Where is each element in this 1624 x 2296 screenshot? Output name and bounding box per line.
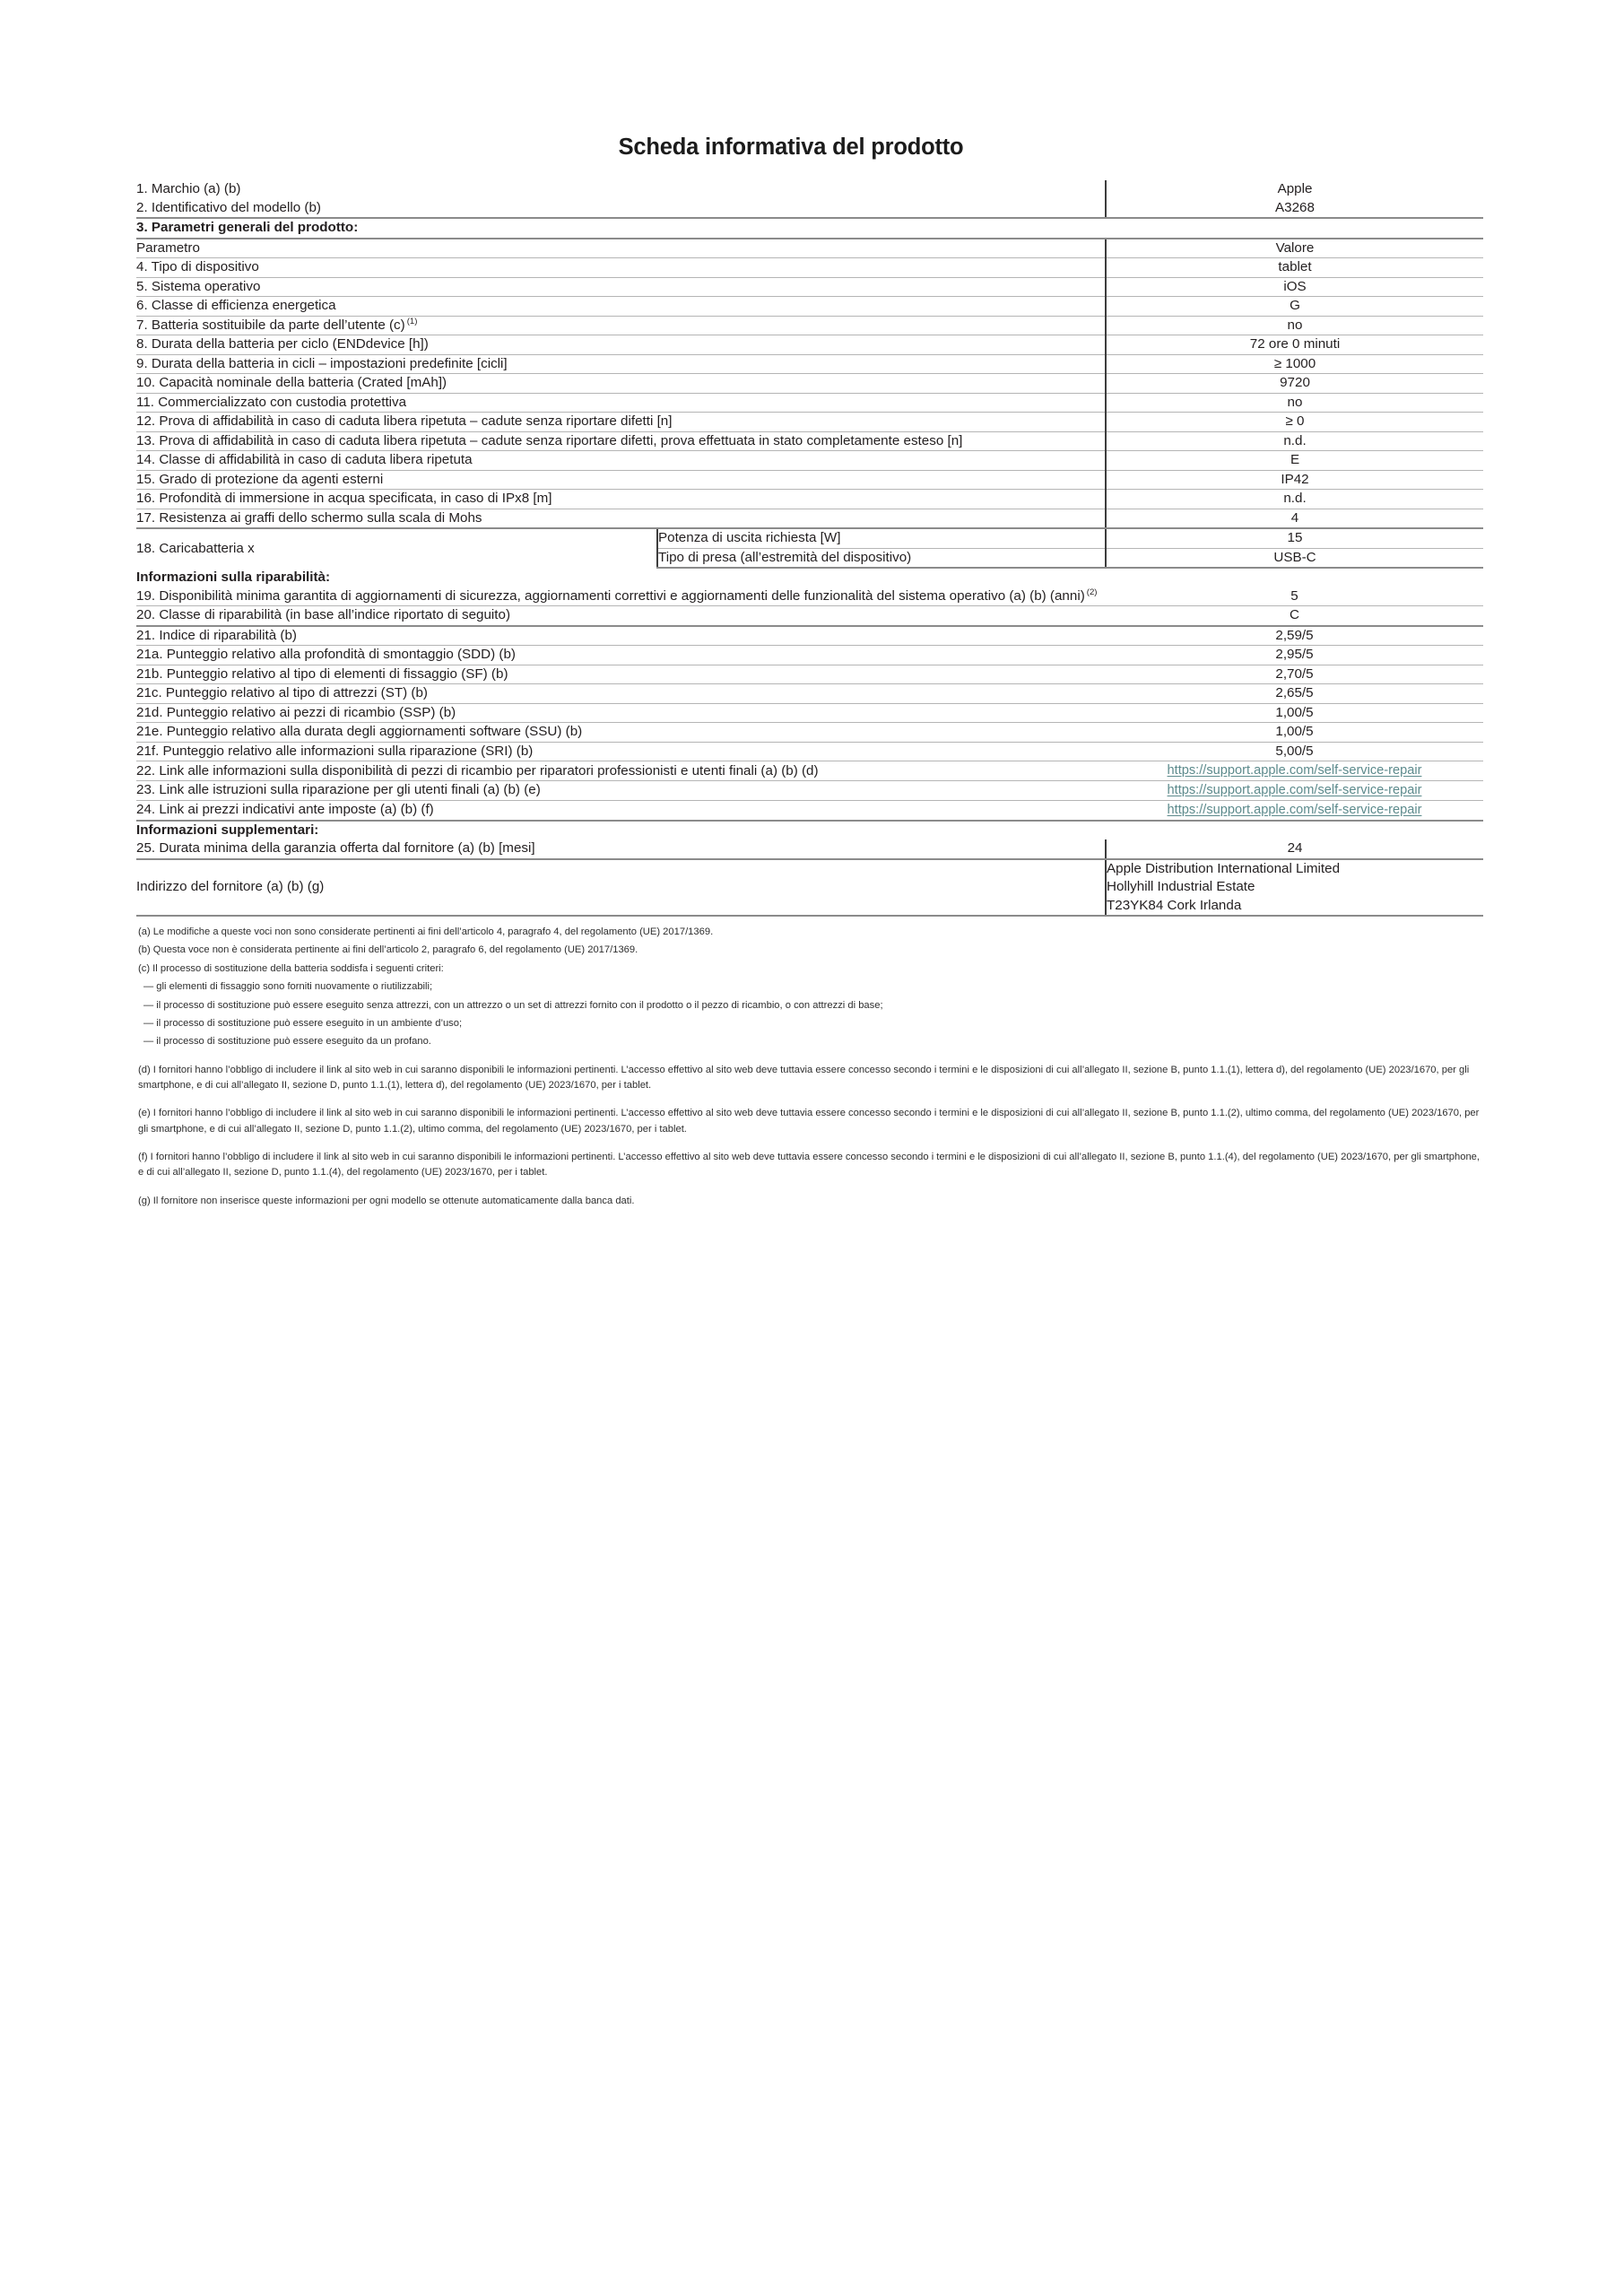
row-value: A3268	[1106, 199, 1483, 219]
supplier-address-label: Indirizzo del fornitore (a) (b) (g)	[136, 859, 1106, 917]
table-row	[136, 297, 1483, 317]
row-label: 15. Grado di protezione da agenti esterni	[136, 470, 1106, 490]
footnotes-block	[136, 925, 1483, 1209]
row-value: n.d.	[1106, 431, 1483, 451]
row-label: 21. Indice di riparabilità (b)	[136, 626, 1106, 646]
row-value: iOS	[1106, 277, 1483, 297]
section-header-row	[136, 219, 1483, 239]
row-value: 1,00/5	[1106, 703, 1483, 723]
row-label: 10. Capacità nominale della batteria (Crated [mAh])	[136, 374, 1106, 394]
footnote-c-item-1: — gli elementi di fissaggio sono forniti nuovamente o riutilizzabili;	[143, 981, 433, 993]
row-value: ≥ 1000	[1106, 354, 1483, 374]
column-header-parameter: Parametro	[136, 239, 1106, 258]
footnote-a: (a) Le modifiche a queste voci non sono considerate pertinenti ai fini dell’articolo 4, paragrafo 4, del regolamento (UE) 2017/1369.	[138, 926, 714, 938]
row-label: 4. Tipo di dispositivo	[136, 258, 1106, 278]
row-label-text: 19. Disponibilità minima garantita di aggiornamenti di sicurezza, aggiornamenti correttivi e aggiornamenti delle funzionalità del sistema operativo (a) (b) (anni)	[136, 587, 1085, 604]
row-label: 9. Durata della batteria in cicli – impostazioni predefinite [cicli]	[136, 354, 1106, 374]
footnote-g: (g) Il fornitore non inserisce queste informazioni per ogni modello se ottenute automaticamente dalla banca dati.	[138, 1195, 635, 1206]
row-label: 24. Link ai prezzi indicativi ante imposte (a) (b) (f)	[136, 800, 1106, 820]
table-row	[136, 258, 1483, 278]
repair-instructions-link[interactable]: https://support.apple.com/self-service-repair	[1167, 783, 1422, 798]
row-value: 5,00/5	[1106, 742, 1483, 761]
table-row	[136, 180, 1483, 199]
row-label: 11. Commercializzato con custodia protettiva	[136, 393, 1106, 413]
identification-table	[136, 180, 1483, 219]
row-label: 12. Prova di affidabilità in caso di caduta libera ripetuta – cadute senza riportare difetti [n]	[136, 413, 1106, 432]
row-label: 21a. Punteggio relativo alla profondità di smontaggio (SDD) (b)	[136, 646, 1106, 665]
supplier-address-line-3: T23YK84 Cork Irlanda	[1107, 897, 1242, 913]
supplier-address-line-2: Hollyhill Industrial Estate	[1107, 879, 1255, 895]
row-label: 1. Marchio (a) (b)	[136, 181, 241, 196]
row-value: 5	[1106, 587, 1483, 606]
row-label: 13. Prova di affidabilità in caso di caduta libera ripetuta – cadute senza riportare difetti, prova effettuata in stato completamente esteso [n]	[136, 431, 1106, 451]
row-value	[1106, 781, 1483, 801]
table-row	[136, 431, 1483, 451]
row-value: ≥ 0	[1106, 413, 1483, 432]
row-label: 21f. Punteggio relativo alle informazioni sulla riparazione (SRI) (b)	[136, 742, 1106, 761]
page-title: Scheda informativa del prodotto	[618, 135, 964, 160]
row-label: 21d. Punteggio relativo ai pezzi di ricambio (SSP) (b)	[136, 703, 1106, 723]
footnote-f: (f) I fornitori hanno l’obbligo di includere il link al sito web in cui saranno disponibili le informazioni pertinenti. L’accesso effettivo al sito web deve tuttavia essere concesso secondo i termini e le disposizioni di cui all’allegato II, sezione B, punto 1.1.(4), del regolamento (UE) 2023/1670, per gli smartphone, e di cui all’allegato II, sezione D, punto 1.1.(4), del regolamento (UE) 2023/1670, per i tablet.	[138, 1152, 1481, 1178]
footnote-c-item-2: — il processo di sostituzione può essere eseguito senza attrezzi, con un attrezzo o un set di attrezzi fornito con il prodotto o il pezzo di ricambio, o con attrezzi di base;	[143, 999, 883, 1011]
row-value: n.d.	[1106, 490, 1483, 509]
row-label: 6. Classe di efficienza energetica	[136, 297, 1106, 317]
table-header-row	[136, 239, 1483, 258]
row-label: 5. Sistema operativo	[136, 277, 1106, 297]
table-row	[136, 839, 1483, 859]
supplier-address-line-1: Apple Distribution International Limited	[1107, 860, 1341, 876]
row-label: 8. Durata della batteria per ciclo (ENDdevice [h])	[136, 335, 1106, 355]
supplier-address-value	[1106, 859, 1483, 917]
table-row	[136, 626, 1483, 646]
table-row	[136, 606, 1483, 626]
table-row	[136, 761, 1483, 781]
row-value: C	[1106, 606, 1483, 626]
row-label: 23. Link alle istruzioni sulla riparazione per gli utenti finali (a) (b) (e)	[136, 781, 1106, 801]
footnote-c-item-3: — il processo di sostituzione può essere eseguito in un ambiente d’uso;	[143, 1017, 463, 1029]
section-header-row	[136, 822, 1483, 840]
section-header-row	[136, 569, 1483, 587]
row-value: 1,00/5	[1106, 723, 1483, 743]
indicative-prices-link[interactable]: https://support.apple.com/self-service-repair	[1167, 802, 1422, 817]
footnote-e: (e) I fornitori hanno l’obbligo di includere il link al sito web in cui saranno disponibili le informazioni pertinenti. L’accesso effettivo al sito web deve tuttavia essere concesso secondo i termini e le disposizioni di cui all’allegato II, sezione B, punto 1.1.(2), ultimo comma, del regolamento (UE) 2023/1670, per gli smartphone, e di cui all’allegato II, sezione D, punto 1.1.(2), ultimo comma, del regolamento (UE) 2023/1670, per i tablet.	[138, 1108, 1480, 1135]
general-parameters-table	[136, 219, 1483, 569]
row-value: 9720	[1106, 374, 1483, 394]
table-row	[136, 587, 1483, 606]
table-row	[136, 277, 1483, 297]
row-value: 2,95/5	[1106, 646, 1483, 665]
table-row	[136, 490, 1483, 509]
row-value: tablet	[1106, 258, 1483, 278]
section-heading-supplementary: Informazioni supplementari:	[136, 822, 319, 838]
spare-parts-link[interactable]: https://support.apple.com/self-service-repair	[1167, 763, 1422, 778]
row-label: 16. Profondità di immersione in acqua specificata, in caso di IPx8 [m]	[136, 490, 1106, 509]
table-row	[136, 393, 1483, 413]
charger-sub-label: Tipo di presa (all’estremità del dispositivo)	[657, 548, 1106, 568]
table-row	[136, 800, 1483, 820]
footnote-c: (c) Il processo di sostituzione della batteria soddisfa i seguenti criteri:	[138, 962, 444, 974]
row-label	[136, 316, 1106, 335]
row-value: 2,59/5	[1106, 626, 1483, 646]
row-value: 72 ore 0 minuti	[1106, 335, 1483, 355]
table-row	[136, 335, 1483, 355]
repairability-table	[136, 569, 1483, 821]
table-row	[136, 470, 1483, 490]
footnote-c-item-4: — il processo di sostituzione può essere eseguito da un profano.	[143, 1036, 431, 1048]
row-value: no	[1106, 316, 1483, 335]
table-row	[136, 684, 1483, 704]
table-row	[136, 354, 1483, 374]
footnote-marker: (2)	[1086, 587, 1098, 597]
row-value: G	[1106, 297, 1483, 317]
row-label: 21e. Punteggio relativo alla durata degli aggiornamenti software (SSU) (b)	[136, 723, 1106, 743]
charger-row-power	[136, 528, 1483, 548]
charger-sub-label: Potenza di uscita richiesta [W]	[657, 528, 1106, 548]
row-value: IP42	[1106, 470, 1483, 490]
section-heading-general: 3. Parametri generali del prodotto:	[136, 219, 1483, 239]
row-value: 4	[1106, 509, 1483, 528]
table-row	[136, 509, 1483, 528]
table-row	[136, 199, 1483, 219]
charger-value: USB-C	[1106, 548, 1483, 568]
row-value: 24	[1106, 839, 1483, 859]
table-row	[136, 742, 1483, 761]
table-row	[136, 646, 1483, 665]
table-row	[136, 413, 1483, 432]
row-value	[1106, 800, 1483, 820]
table-row	[136, 703, 1483, 723]
row-value: no	[1106, 393, 1483, 413]
table-row	[136, 781, 1483, 801]
footnote-d: (d) I fornitori hanno l’obbligo di includere il link al sito web in cui saranno disponibili le informazioni pertinenti. L’accesso effettivo al sito web deve tuttavia essere concesso secondo i termini e le disposizioni di cui all’allegato II, sezione B, punto 1.1.(1), lettera d), del regolamento (UE) 2023/1670, per gli smartphone, e di cui all’allegato II, sezione D, punto 1.1.(1), lettera d), del regolamento (UE) 2023/1670, per i tablet.	[138, 1064, 1470, 1091]
row-label: 17. Resistenza ai graffi dello schermo sulla scala di Mohs	[136, 509, 1106, 528]
section-heading-repairability: Informazioni sulla riparabilità:	[136, 570, 331, 586]
supplementary-table	[136, 822, 1483, 918]
row-value: 2,65/5	[1106, 684, 1483, 704]
table-row	[136, 723, 1483, 743]
row-label-text: 7. Batteria sostituibile da parte dell’utente (c)	[136, 317, 405, 333]
row-value: E	[1106, 451, 1483, 471]
row-label: 20. Classe di riparabilità (in base all’indice riportato di seguito)	[136, 606, 1106, 626]
sheet-container	[136, 135, 1483, 1212]
table-row	[136, 665, 1483, 684]
table-row	[136, 316, 1483, 335]
row-value: 2,70/5	[1106, 665, 1483, 684]
table-row	[136, 451, 1483, 471]
row-label: 21c. Punteggio relativo al tipo di attrezzi (ST) (b)	[136, 684, 1106, 704]
row-value	[1106, 761, 1483, 781]
charger-label: 18. Caricabatteria x	[136, 540, 255, 556]
column-header-value: Valore	[1106, 239, 1483, 258]
row-value: Apple	[1106, 180, 1483, 199]
supplier-address-row	[136, 859, 1483, 917]
table-row	[136, 374, 1483, 394]
footnote-b: (b) Questa voce non è considerata pertinente ai fini dell’articolo 2, paragrafo 6, del regolamento (UE) 2017/1369.	[138, 944, 638, 956]
row-label: 14. Classe di affidabilità in caso di caduta libera ripetuta	[136, 451, 1106, 471]
charger-value: 15	[1106, 528, 1483, 548]
row-label	[136, 587, 1106, 606]
row-label: 21b. Punteggio relativo al tipo di elementi di fissaggio (SF) (b)	[136, 665, 1106, 684]
footnote-marker: (1)	[406, 316, 418, 326]
row-label: 25. Durata minima della garanzia offerta dal fornitore (a) (b) [mesi]	[136, 839, 1106, 859]
row-label: 22. Link alle informazioni sulla disponibilità di pezzi di ricambio per riparatori professionisti e utenti finali (a) (b) (d)	[136, 761, 1106, 781]
row-label: 2. Identificativo del modello (b)	[136, 199, 1106, 219]
